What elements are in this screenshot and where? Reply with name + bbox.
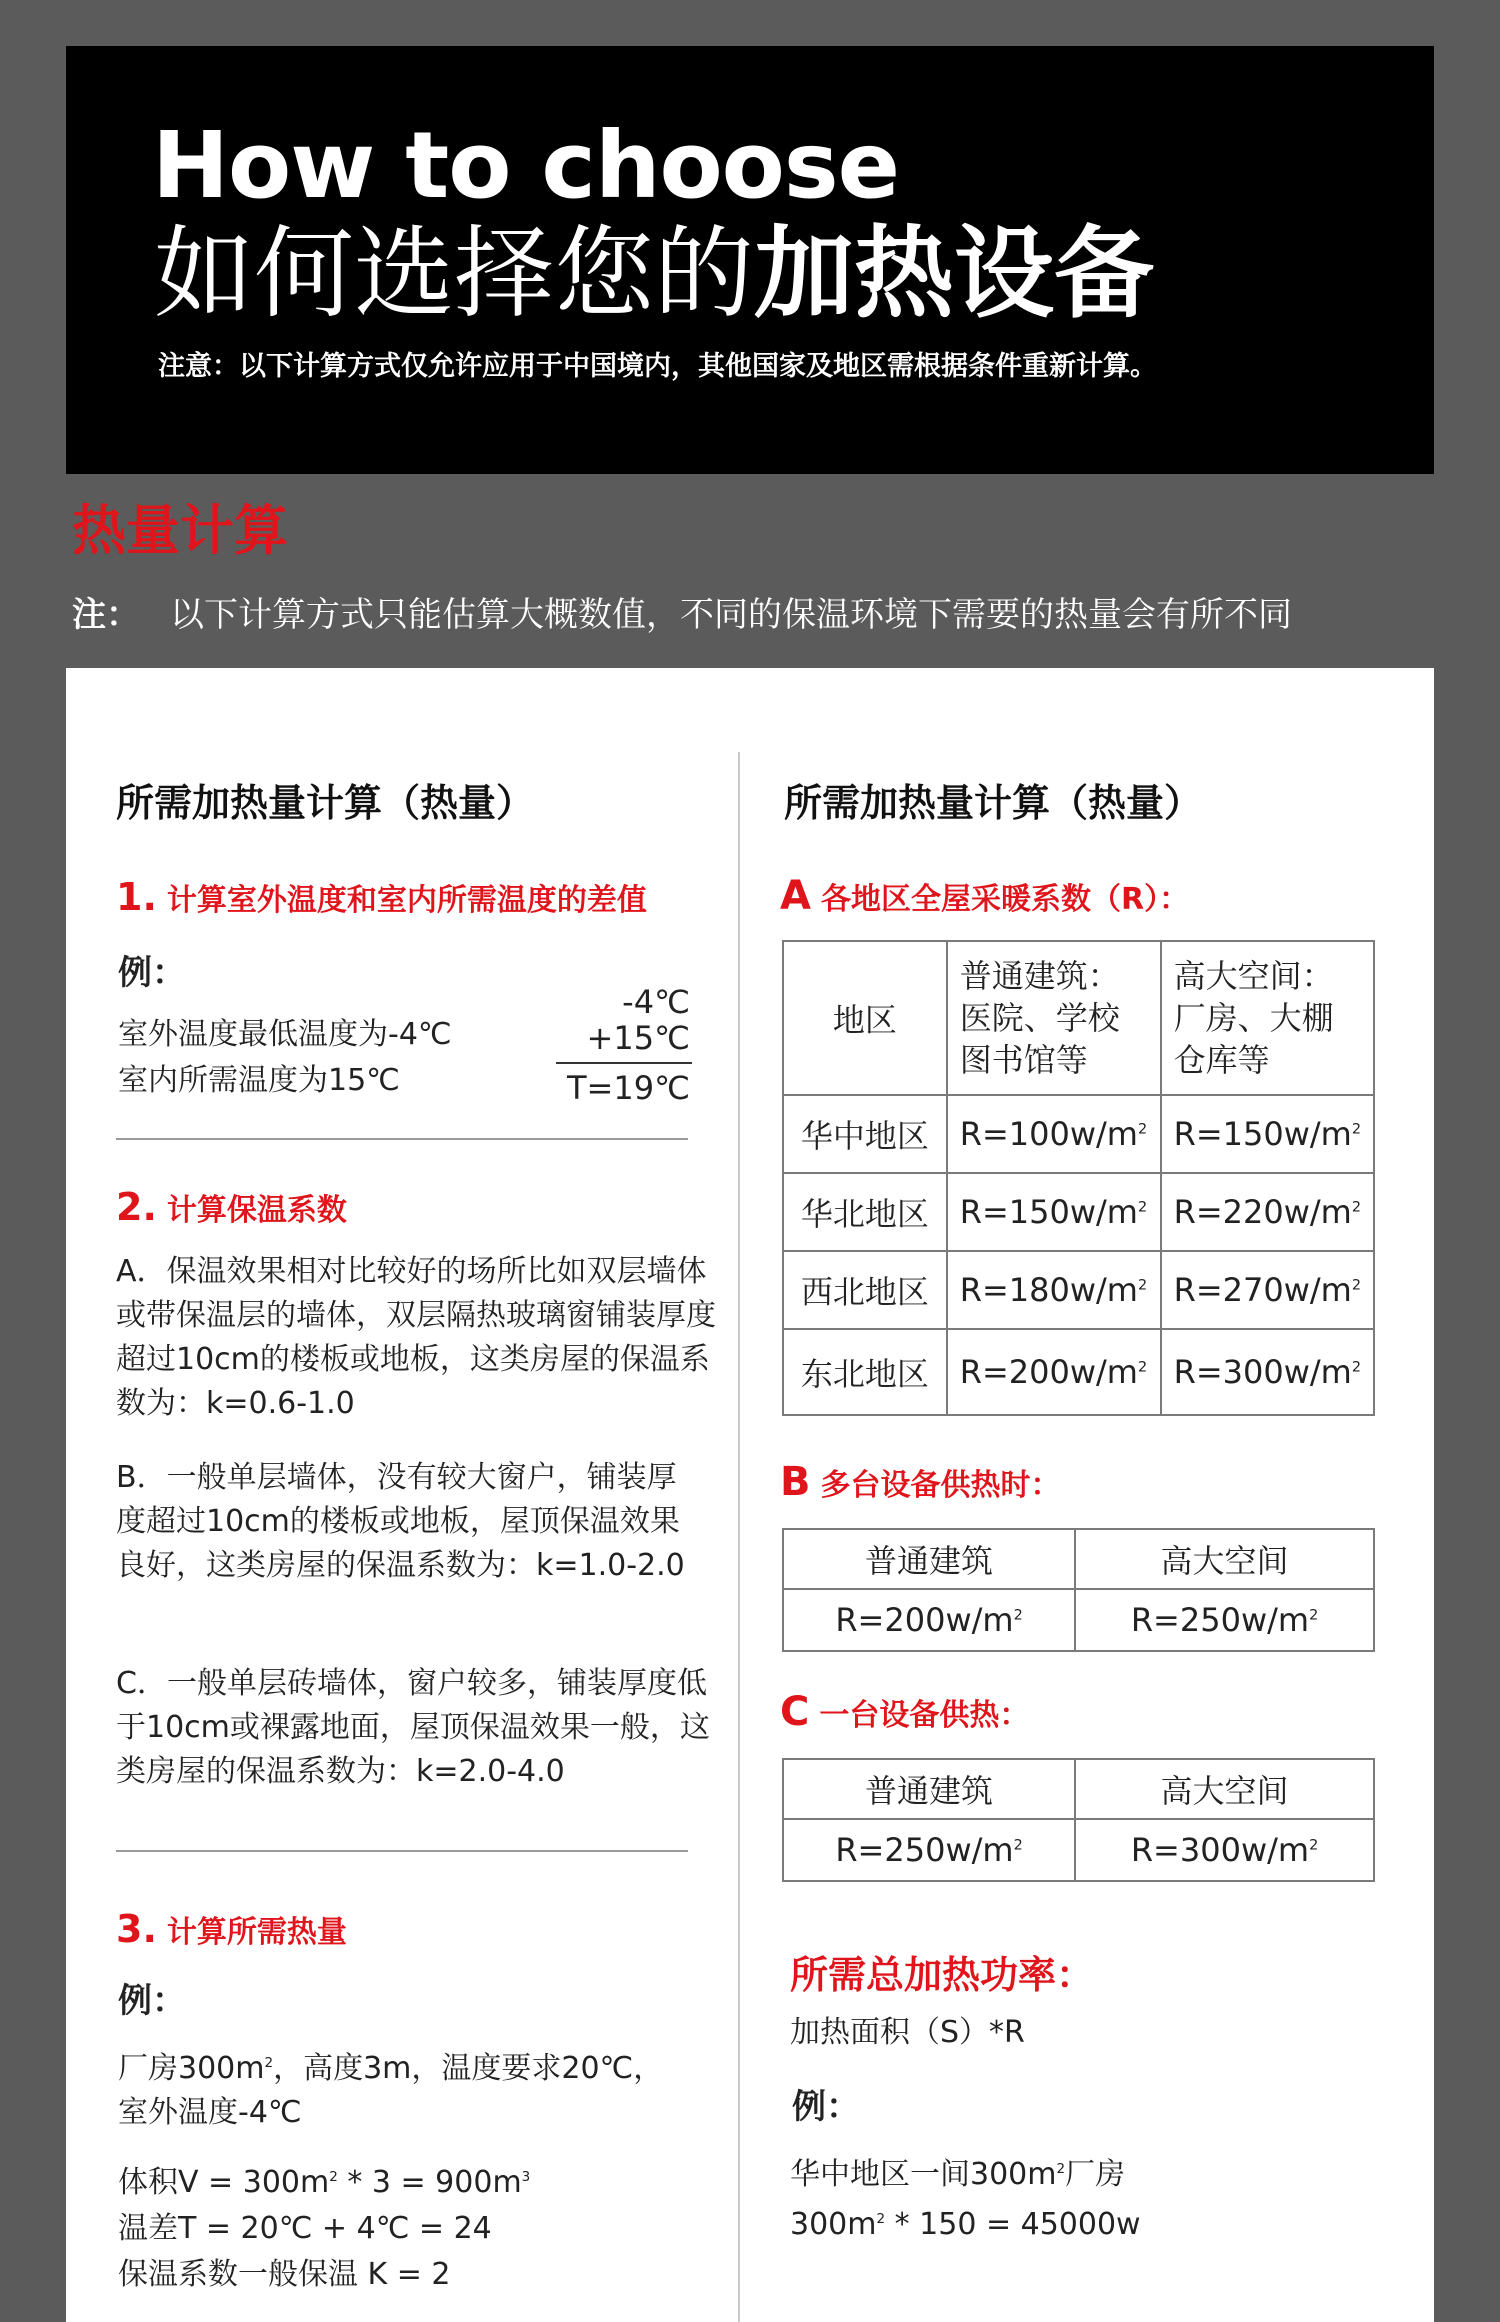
section-b-heading — [780, 1459, 1061, 1505]
value-cell — [947, 1173, 1161, 1251]
total-power-title: 所需总加热功率： — [790, 1953, 1095, 1997]
total-example-calc-unit: 2 — [876, 2211, 886, 2227]
table-header-row — [783, 1759, 1374, 1819]
calc-result: T=19℃ — [566, 1069, 690, 1107]
section-title: 热量计算 — [72, 499, 288, 562]
total-example-area: 华中地区一间300m — [790, 2157, 1057, 2192]
right-column-title: 所需加热量计算（热量） — [784, 781, 1203, 825]
value-text: R=250w/m — [835, 1831, 1014, 1869]
value-cell — [1075, 1589, 1374, 1651]
total-example-line1 — [790, 2157, 1126, 2192]
value-cell — [783, 1819, 1075, 1881]
total-example-rest: 厂房 — [1065, 2157, 1126, 2192]
value-text: R=200w/m — [959, 1353, 1138, 1391]
left-divider-2 — [116, 1850, 688, 1852]
step3-factory-area: 厂房300m — [118, 2051, 265, 2086]
total-example-calc-b: * 150 = 45000w — [885, 2207, 1141, 2242]
multi-device-table — [782, 1528, 1375, 1652]
section-note-label: 注： — [72, 595, 140, 635]
hero-note: 注意：以下计算方式仅允许应用于中国境内，其他国家及地区需根据条件重新计算。 — [158, 351, 1157, 382]
header-region: 地区 — [783, 941, 947, 1095]
table-row — [783, 1173, 1374, 1251]
column-divider — [738, 752, 740, 2322]
total-example-label: 例： — [792, 2087, 860, 2127]
header-large-space: 高大空间： 厂房、大棚 仓库等 — [1161, 941, 1374, 1095]
value-text: R=250w/m — [1130, 1601, 1310, 1639]
value-cell — [783, 1589, 1075, 1651]
step3-volume-b: * 3 = 900m — [337, 2165, 522, 2200]
step3-volume-a-unit: 2 — [329, 2169, 338, 2185]
hero-title-cn-bold: 加热设备 — [754, 215, 1154, 332]
calc-outdoor: -4℃ — [622, 983, 690, 1021]
value-cell — [1161, 1095, 1374, 1173]
hero-title-cn-light: 如何选择您的 — [154, 215, 754, 332]
section-c-heading — [780, 1689, 1030, 1735]
insulation-option-b: B．一般单层墙体，没有较大窗户，铺装厚度超过10cm的楼板或地板，屋顶保温效果良好，这类房屋的保温系数为：k=1.0-2.0 — [116, 1460, 685, 1583]
unit-sup: 2 — [1351, 1121, 1361, 1138]
value-cell — [947, 1095, 1161, 1173]
region-cell: 华北地区 — [783, 1173, 947, 1251]
section-note — [72, 595, 1292, 635]
table-row — [783, 1589, 1374, 1651]
header-large-space: 高大空间 — [1075, 1759, 1374, 1819]
step3-volume — [118, 2165, 531, 2200]
header-large-space: 高大空间 — [1075, 1529, 1374, 1589]
section-a-heading — [780, 873, 1190, 919]
step3-temp-diff: 温差T = 20℃ + 4℃ = 24 — [118, 2211, 492, 2246]
step2-heading — [116, 1185, 347, 1229]
step3-factory-rest: ，高度3m，温度要求20℃， — [273, 2051, 664, 2086]
step3-volume-b-unit: 3 — [521, 2169, 531, 2185]
hero-title-en: How to choose — [152, 112, 900, 219]
hero-title-cn — [154, 215, 1154, 332]
value-cell — [947, 1329, 1161, 1415]
region-cell: 东北地区 — [783, 1329, 947, 1415]
unit-sup: 2 — [1137, 1277, 1148, 1294]
table-header-row — [783, 941, 1374, 1095]
total-power-formula: 加热面积（S）*R — [790, 2015, 1025, 2050]
region-cell: 华中地区 — [783, 1095, 947, 1173]
left-column-title: 所需加热量计算（热量） — [116, 781, 535, 825]
calc-sum-line — [556, 1062, 692, 1064]
value-text: R=270w/m — [1173, 1271, 1352, 1309]
step3-factory-line — [118, 2051, 664, 2086]
unit-sup: 2 — [1351, 1199, 1361, 1216]
region-cell: 西北地区 — [783, 1251, 947, 1329]
step3-heading — [116, 1907, 347, 1951]
step1-example-label: 例： — [118, 953, 186, 993]
unit-sup: 2 — [1137, 1359, 1148, 1376]
table-row — [783, 1095, 1374, 1173]
insulation-option-a: A．保温效果相对比较好的场所比如双层墙体或带保温层的墙体，双层隔热玻璃窗铺装厚度超过10cm的楼板或地板，这类房屋的保温系数为：k=0.6-1.0 — [116, 1254, 716, 1421]
value-cell — [1161, 1173, 1374, 1251]
step3-outdoor-temp: 室外温度-4℃ — [118, 2095, 302, 2130]
left-divider-1 — [116, 1138, 688, 1140]
unit-sup: 2 — [1309, 1607, 1319, 1624]
step3-example-label: 例： — [118, 1981, 186, 2021]
single-device-table — [782, 1758, 1375, 1882]
table-header-row — [783, 1529, 1374, 1589]
unit-sup: 2 — [1013, 1607, 1023, 1624]
value-text: R=180w/m — [959, 1271, 1138, 1309]
section-b-label: 多台设备供热时： — [820, 1468, 1061, 1503]
section-a-label: 各地区全屋采暖系数（R）： — [820, 882, 1190, 917]
step3-factory-area-unit: 2 — [264, 2055, 274, 2071]
header-ordinary: 普通建筑 — [783, 1529, 1075, 1589]
step2-number: 2. — [116, 1185, 157, 1229]
region-coefficient-table — [782, 940, 1375, 1416]
step1-label: 计算室外温度和室内所需温度的差值 — [166, 883, 647, 918]
section-c-letter: C — [780, 1689, 810, 1735]
value-cell — [947, 1251, 1161, 1329]
value-cell — [1161, 1251, 1374, 1329]
table-row — [783, 1329, 1374, 1415]
value-text: R=150w/m — [959, 1193, 1138, 1231]
unit-sup: 2 — [1137, 1121, 1148, 1138]
section-c-label: 一台设备供热： — [819, 1698, 1030, 1733]
value-text: R=100w/m — [959, 1115, 1138, 1153]
section-a-letter: A — [780, 873, 811, 919]
calc-indoor: +15℃ — [586, 1019, 690, 1057]
step1-heading — [116, 875, 647, 919]
step3-volume-a: 体积V = 300m — [118, 2165, 330, 2200]
value-text: R=300w/m — [1173, 1353, 1352, 1391]
insulation-option-c: C．一般单层砖墙体，窗户较多，铺装厚度低于10cm或裸露地面，屋顶保温效果一般，这类房屋的保温系数为：k=2.0-4.0 — [116, 1666, 710, 1789]
table-row — [783, 1819, 1374, 1881]
step3-number: 3. — [116, 1907, 157, 1951]
section-b-letter: B — [780, 1459, 811, 1505]
total-example-area-unit: 2 — [1056, 2161, 1066, 2177]
step1-outdoor-temp: 室外温度最低温度为-4℃ — [118, 1017, 452, 1052]
value-cell — [1161, 1329, 1374, 1415]
header-ordinary: 普通建筑 — [783, 1759, 1075, 1819]
total-example-line2 — [790, 2207, 1141, 2242]
step2-label: 计算保温系数 — [166, 1193, 347, 1228]
header-ordinary: 普通建筑： 医院、学校 图书馆等 — [947, 941, 1161, 1095]
value-text: R=200w/m — [835, 1601, 1014, 1639]
step1-number: 1. — [116, 875, 157, 919]
value-cell — [1075, 1819, 1374, 1881]
step3-k-value: 保温系数一般保温 K = 2 — [118, 2257, 451, 2292]
unit-sup: 2 — [1013, 1837, 1023, 1854]
unit-sup: 2 — [1309, 1837, 1319, 1854]
unit-sup: 2 — [1351, 1277, 1361, 1294]
total-example-calc-a: 300m — [790, 2207, 877, 2242]
table-row — [783, 1251, 1374, 1329]
unit-sup: 2 — [1137, 1199, 1148, 1216]
unit-sup: 2 — [1351, 1359, 1361, 1376]
value-text: R=220w/m — [1173, 1193, 1352, 1231]
section-note-text: 以下计算方式只能估算大概数值，不同的保温环境下需要的热量会有所不同 — [170, 595, 1292, 635]
value-text: R=150w/m — [1173, 1115, 1352, 1153]
value-text: R=300w/m — [1130, 1831, 1310, 1869]
step1-indoor-temp: 室内所需温度为15℃ — [118, 1063, 400, 1098]
hero-banner — [66, 46, 1434, 474]
step3-label: 计算所需热量 — [166, 1915, 347, 1950]
